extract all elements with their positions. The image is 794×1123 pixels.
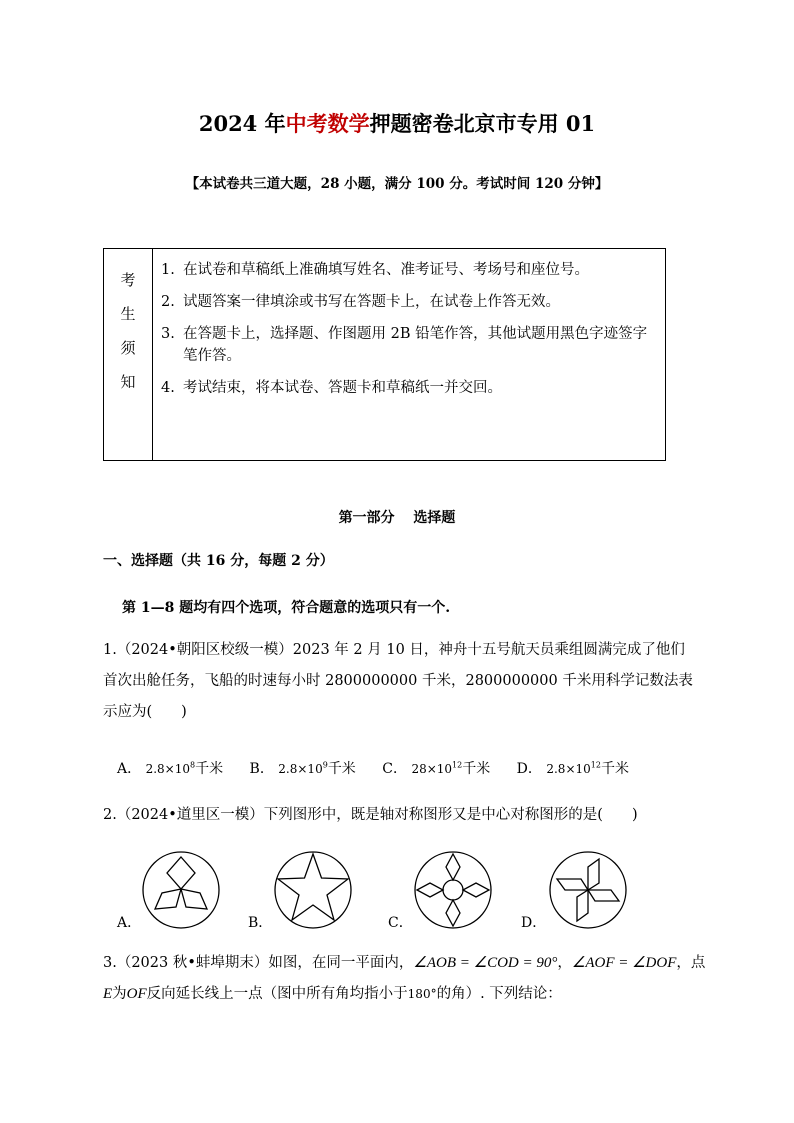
figure-d-label: D． <box>521 915 547 931</box>
option-c[interactable]: C． $28\times 10^{12}$千米 <box>382 760 491 777</box>
option-b[interactable]: B． $2.8\times 10^9$千米 <box>249 760 356 777</box>
part-heading: 第一部分 选择题 <box>338 510 456 526</box>
notice-item: 4. 考试结束，将本试卷、答题卡和草稿纸一并交回。 <box>161 380 502 396</box>
figure-d[interactable] <box>547 849 629 931</box>
instruction: 第 1—8 题均有四个选项，符合题意的选项只有一个. <box>122 600 451 616</box>
notice-box <box>103 248 666 461</box>
notice-item: 2. 试题答案一律填涂或书写在答题卡上，在试卷上作答无效。 <box>161 294 560 310</box>
section-heading: 一、选择题（共 16 分，每题 2 分） <box>103 553 334 569</box>
notice-side-label: 考 生 须 知 <box>104 249 153 461</box>
option-d[interactable]: D． $2.8\times 10^{12}$千米 <box>516 760 629 777</box>
figure-b-label: B． <box>248 915 273 931</box>
question-1-options <box>117 758 651 778</box>
question-1: 1.（2024•朝阳区校级一模）2023 年 2 月 10 日，神舟十五号航天员乘组圆满完成了他们 首次出舱任务，飞船的时速每小时 2800000000 千米，2800000000 千米用科学记数法表 示应为( ) <box>103 642 693 720</box>
option-a[interactable]: A． $2.8\times 10^8$千米 <box>117 760 224 777</box>
notice-items <box>153 249 666 461</box>
figure-c-label: C． <box>388 915 413 931</box>
question-2: 2.（2024•道里区一模）下列图形中，既是轴对称图形又是中心对称图形的是( ) <box>103 807 638 823</box>
figure-a[interactable] <box>140 849 222 931</box>
notice-item: 3. 在答题卡上，选择题、作图题用 2B 铅笔作答，其他试题用黑色字迹签字笔作答。 <box>161 326 648 364</box>
question-3: 3.（2023 秋•蚌埠期末）如图，在同一平面内，∠AOB = ∠COD = 90°，∠AOF = ∠DOF，点 E为OF反向延长线上一点（图中所有角均指小于180°的角）. 下列结论： <box>103 955 706 1002</box>
notice-item: 1. 在试卷和草稿纸上准确填写姓名、准考证号、考场号和座位号。 <box>161 262 589 278</box>
figure-a-label: A． <box>117 915 142 931</box>
exam-info: 【本试卷共三道大题，28 小题，满分 100 分。考试时间 120 分钟】 <box>185 176 609 192</box>
page-title: 2024 年中考数学押题密卷北京市专用 01 <box>198 111 596 136</box>
figure-c[interactable] <box>412 849 494 931</box>
figure-b[interactable] <box>272 849 354 931</box>
